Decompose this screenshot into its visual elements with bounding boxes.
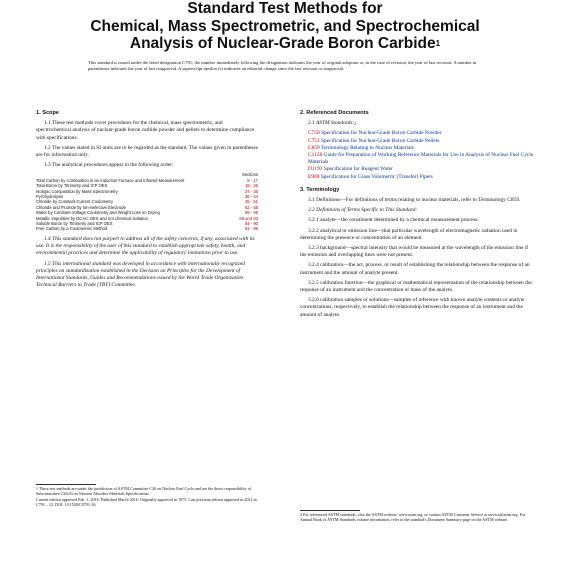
references-heading: 2. Referenced Documents <box>300 110 369 116</box>
reference-item[interactable]: E969 Specification for Glass Volumetric (Transfer) Pipets <box>308 173 433 180</box>
footnote-2: 2 For referenced ASTM standards, visit the ASTM website, www.astm.org, or contact ASTM Customer Service at service@astm.org. For Annual Book of ASTM Standards volume information, refer to the standard's Document Summary page on the ASTM website. <box>300 512 526 523</box>
term-3-2-3: 3.2.3 background—spectral intensity that would be measured at the wavelength of the emission line if the emission and overlapping lines were not present. <box>300 245 529 259</box>
reference-item[interactable]: C750 Specification for Nuclear-Grade Boron Carbide Powder <box>308 130 442 137</box>
left-column <box>36 110 258 292</box>
table-row: Free Carbon by a Coulometric Method 91 - 99 <box>36 226 258 232</box>
footnote-rule <box>36 484 96 485</box>
table-row: Soluble Boron by Titrimetry and ICP OES 84 - 90 <box>36 221 258 227</box>
table-row: Water by Constant-Voltage Coulometry and Weight Loss on Drying 59 - 65 <box>36 210 258 216</box>
reference-item[interactable]: C751 Specification for Nuclear-Grade Boron Carbide Pellets <box>308 137 440 144</box>
reference-item[interactable]: C1128 Guide for Preparation of Working Reference Materials for Use in Analysis of Nuclear Fuel Cycle Materials <box>308 152 534 166</box>
footnote-1: 1 These test methods are under the jurisdiction of ASTM Committee C26 on Nuclear Fuel Cycle and are the direct responsibility of Subcommittee C26.03 on Neutron Absorber Materials Specifications. <box>36 486 252 497</box>
title-line: Analysis of Nuclear-Grade Boron Carbide$^1$ <box>129 35 441 52</box>
terminology-heading: 3. Terminology <box>300 186 340 193</box>
footnotes-left <box>36 486 260 508</box>
table-row: Metallic Impurities by DCArc OES and not chemical isolation 66 and 83 <box>36 215 258 221</box>
footnote-edition: Current edition approved Feb. 1, 2016. Published March 2016. Originally approved in 1975. Last previous edition approved in 2012 as C791 – 12. DOI: 10.1520/C0791-16. <box>36 496 258 508</box>
table-row: Pyrohydrolysis 36 - 44 <box>36 194 258 200</box>
title-line: Chemical, Mass Spectrometric, and Spectrochemical <box>90 17 480 35</box>
procedures-table <box>36 172 258 231</box>
term-3-2-6: 3.2.6 calibration samples or solutions—samples of reference with known analyte contents or analyte concentrations, respectively, to establish the relationship between the response of an instrument and the amount of analyte. <box>300 297 525 318</box>
scope-1-1: 1.1 These test methods cover procedures for the chemical, mass spectrometric, and spectrochemical analysis of nuclear-grade boron carbide powder and pellets to determine compliance with specifications. <box>36 120 255 141</box>
right-column <box>300 110 534 322</box>
table-row: Chloride by Constant-Current Coulometry 45 - 51 <box>36 199 258 205</box>
title-footnote-marker: 1 <box>435 39 441 48</box>
table-row: Total Boron by Titrimetry and ICP OES 18 - 26 <box>36 183 258 189</box>
term-3-2-5: 3.2.5 calibration function—the graphical or mathematical representation of the relationship between the response of an instrument and the concentration or mass of the analyte. <box>300 279 532 294</box>
term-3-2-1: 3.2.1 analyte—the constituent determined by a chemical measurement process. <box>308 217 479 224</box>
astm-standards-label: 2.1 ASTM Standards:$^2$ <box>308 120 357 127</box>
scope-1-2: 1.2 The values stated in SI units are to be regarded as the standard. The values given in parentheses are for information only. <box>36 144 258 159</box>
table-row: Chloride and Fluoride by Ion-Selective Electrode 52 - 58 <box>36 204 258 210</box>
scope-1-5: 1.5 This international standard was developed in accordance with internationally recognized principles on standardization established in the Decision on Principles for the Development of International Standards, Guides and Recommendations issued by the World Trade Organization Technical Barriers to Trade (TBT) Committee. <box>36 260 245 289</box>
footnote-rule <box>300 510 360 511</box>
term-3-2: 3.2 Definitions of Terms Specific to This Standard: <box>308 207 418 214</box>
table-row: Total Carbon by Combustion in an Induction Furnace and Infrared Measurement 8 - 17 <box>36 177 258 183</box>
scope-heading: 1. Scope <box>36 110 60 116</box>
scope-1-3: 1.3 The analytical procedures appear in the following order: <box>44 162 174 169</box>
scope-1-4: 1.4 This standard does not purport to address all of the safety concerns, if any, associated with its use. It is the responsibility of the user of this standard to establish appropriate safety, health, and environmental practices and determine the applicability of regulatory limitations prior to use. <box>36 235 255 257</box>
term-3-1: 3.1 Definitions—For definitions of terms relating to nuclear materials, refer to Terminology C859. <box>308 197 521 204</box>
term-3-2-2: 3.2.2 analytical or emission line—that particular wavelength of electromagnetic radiation used in determining the presence or concentration of an element. <box>300 227 518 241</box>
reference-item[interactable]: D1193 Specification for Reagent Water <box>308 166 393 173</box>
term-3-2-4: 3.2.4 calibration—the act, process, or result of establishing the relationship between the response of an instrument and the amount of analyte present. <box>300 262 530 276</box>
table-row: Isotopic Composition by Mass Spectrometry 27 - 35 <box>36 188 258 194</box>
designation-notice: This standard is issued under the fixed designation C791; the number immediately following the designation indicates the year of original adoption or, in the case of revision, the year of last revision. A number in parentheses indicates the year of last reapproval. A superscript epsilon (ε) indicates an editorial change since the last revision or reapproval. <box>88 60 477 71</box>
reference-item[interactable]: C859 Terminology Relating to Nuclear Materials <box>308 144 414 151</box>
title-line: Standard Test Methods for <box>187 0 383 17</box>
document-title <box>0 0 570 53</box>
table-header: Sections <box>241 172 258 178</box>
